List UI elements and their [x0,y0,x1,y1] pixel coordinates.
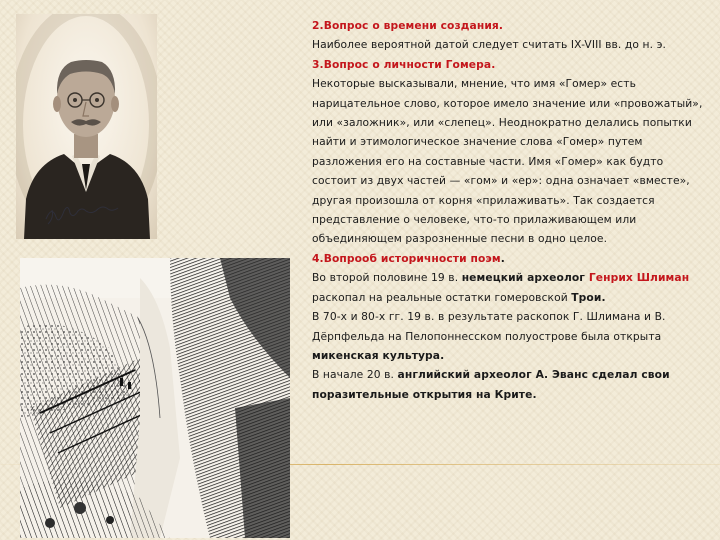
evans-intro: В начале 20 в. [312,368,398,382]
schliemann-intro: Во второй половине 19 в. [312,271,462,285]
excavation-engraving [20,258,290,538]
schliemann-role: немецкий археолог [461,271,589,285]
mycenae-culture: микенская культура. [312,348,445,362]
portrait-photo [16,14,157,239]
section-heading-date: 2.Вопрос о времени создания. [312,19,504,32]
historicity-heading-dot: . [500,251,505,265]
paragraph-schliemann [312,268,704,307]
section-heading-homer: 3.Вопрос о личности Гомера. [312,57,496,71]
section-body-homer: Некоторые высказывали, мнение, что имя «Гомер» есть нарицательное слово, которое имело значение или «провожатый», или «заложник», или «слепец». Неоднократно делались попытки найти и этимологическое значение слова «Гомер» путем разложения его на составные части. Имя «Гомер» как будто состоит из двух частей — «гом» и «ер»: одна означает «вместе», другая произошла от корня «прилаживать». Так создается представление о человеке, что-то прилаживающем или объединяющем разрозненные песни в одно целое. [312,77,703,246]
main-text [312,16,704,404]
evans-text: английский археолог А. Эванс сделал свои поразительные открытия на Крите. [312,368,670,401]
section-heading-historicity [312,249,704,268]
historicity-heading-text: 4.Вопрооб историчности поэм [312,251,501,265]
schliemann-text: раскопал на реальные остатки гомеровской [312,290,572,304]
excavation-illustration [20,258,290,538]
paragraph-mycenae [312,307,704,365]
mycenae-text: В 70-х и 80-х гг. 19 в. в результате раскопок Г. Шлимана и В. Дёрпфельда на Пелопоннесском полуострове была открыта [312,310,666,343]
paragraph-evans [312,365,704,404]
section-body-date: Наиболее вероятной датой следует считать IX-VIII вв. до н. э. [312,38,667,52]
troy-word: Трои. [571,290,606,304]
schliemann-name: Генрих Шлиман [588,271,690,285]
portrait-illustration [16,14,157,239]
